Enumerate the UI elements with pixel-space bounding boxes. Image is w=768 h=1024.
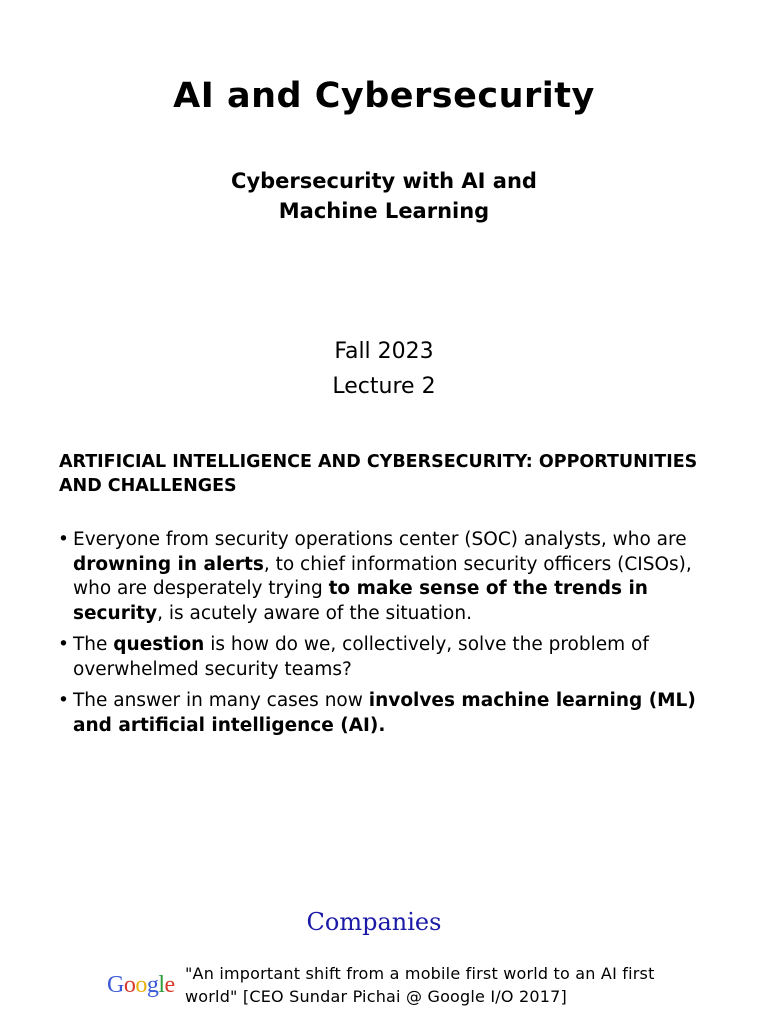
logo-letter: e (164, 972, 175, 998)
bullet-text: The (73, 634, 114, 655)
bullet-text: The answer in many cases now (73, 690, 369, 711)
bullet-emphasis: question (113, 634, 205, 655)
subtitle-line-1: Cybersecurity with AI and (231, 169, 537, 193)
course-info (0, 334, 768, 404)
subtitle-line-2: Machine Learning (278, 199, 490, 223)
bullet-icon: • (58, 529, 69, 550)
term-label: Fall 2023 (334, 339, 434, 364)
page-title: AI and Cybersecurity (173, 76, 595, 116)
logo-letter: g (146, 972, 159, 998)
bullet-emphasis: to make sense of the trends in security (73, 578, 648, 624)
google-logo (107, 972, 175, 999)
section-heading: ARTIFICIAL INTELLIGENCE AND CYBERSECURITY: OPPORTUNITIES AND CHALLENGES (59, 452, 698, 496)
logo-letter: o (123, 972, 136, 998)
logo-letter: G (107, 972, 124, 998)
bullet-emphasis: involves machine learning (ML) and artificial intelligence (AI). (73, 690, 696, 736)
bullet-item (58, 633, 728, 682)
logo-letter: o (135, 972, 147, 998)
companies-heading: Companies (306, 908, 442, 936)
company-quote (107, 962, 667, 1012)
bullet-item (58, 528, 728, 626)
bullet-list (58, 528, 728, 745)
bullet-icon: • (58, 690, 69, 711)
bullet-icon: • (58, 634, 69, 655)
quote-text: "An important shift from a mobile first world to an AI first world" [CEO Sundar Pichai @ Google I/O 2017] (185, 964, 655, 1006)
bullet-emphasis: drowning in alerts (73, 553, 264, 575)
bullet-text: , is acutely aware of the situation. (157, 602, 472, 624)
subtitle (184, 166, 584, 226)
bullet-text: , to chief information security officers (CISOs), who are desperately trying (73, 553, 692, 599)
bullet-text: Everyone from security operations center (SOC) analysts, who are (73, 529, 687, 550)
lecture-label: Lecture 2 (332, 374, 436, 399)
bullet-item (58, 689, 728, 738)
bullet-text: is how do we, collectively, solve the problem of overwhelmed security teams? (73, 634, 649, 680)
logo-letter: l (158, 972, 165, 998)
